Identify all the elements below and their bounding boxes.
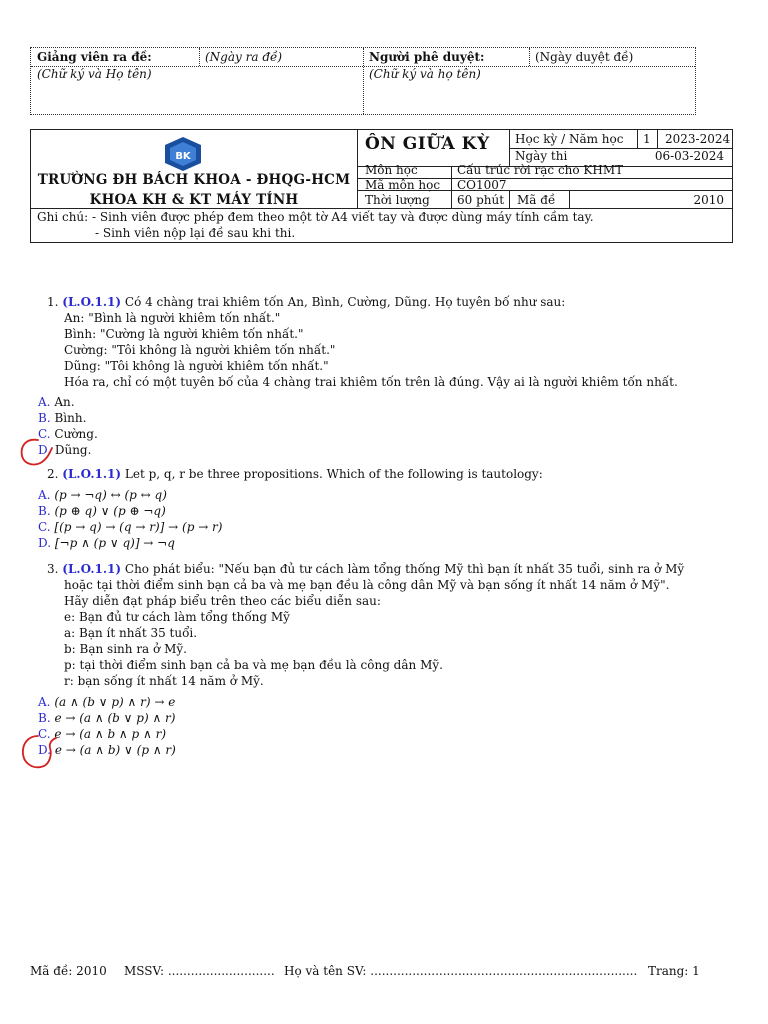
question-line: e: Bạn đủ tư cách làm tổng thống Mỹ — [64, 610, 290, 624]
school-name: TRƯỜNG ĐH BÁCH KHOA - ĐHQG-HCM — [37, 172, 351, 188]
question-line: a: Bạn ít nhất 35 tuổi. — [64, 626, 198, 640]
option-label: D. — [38, 443, 52, 457]
option-label: A. — [38, 488, 51, 502]
option-label: B. — [38, 411, 51, 425]
duration-label: Thời lượng — [365, 193, 430, 207]
question-number: 3. — [47, 562, 59, 576]
code-label: Mã môn học — [365, 178, 441, 192]
university-logo — [161, 136, 205, 172]
question-1 — [47, 294, 565, 310]
option-text: [(p → q) → (q → r)] → (p → r) — [54, 520, 223, 534]
option-label: C. — [38, 727, 51, 741]
exam-code-value: 2010 — [693, 193, 724, 207]
option-text: e → (a ∧ b) ∨ (p ∧ r) — [54, 743, 176, 757]
lecturer-date: (Ngày ra đề) — [205, 50, 283, 64]
date-label: Ngày thi — [515, 149, 568, 163]
answer-mark-icon — [16, 436, 56, 470]
option-label: C. — [38, 427, 51, 441]
exam-header — [30, 129, 733, 243]
question-number: 1. — [47, 295, 59, 309]
faculty-name: KHOA KH & KT MÁY TÍNH — [89, 192, 299, 208]
approver-label: Người phê duyệt: — [369, 50, 485, 64]
signature-box — [30, 47, 696, 115]
option-b[interactable] — [38, 503, 166, 519]
question-line: r: bạn sống ít nhất 14 năm ở Mỹ. — [64, 674, 264, 688]
option-text: Cường. — [54, 427, 98, 441]
question-text: Có 4 chàng trai khiêm tốn An, Bình, Cường, Dũng. Họ tuyên bố như sau: — [124, 295, 566, 309]
option-text: (a ∧ (b ∨ p) ∧ r) → e — [54, 695, 176, 709]
question-line: b: Bạn sinh ra ở Mỹ. — [64, 642, 187, 656]
exam-code-label: Mã đề — [517, 193, 556, 207]
option-text: Bình. — [54, 411, 87, 425]
footer-exam-code: Mã đề: 2010 — [30, 964, 107, 978]
question-text: Cho phát biểu: "Nếu bạn đủ tư cách làm tổng thống Mỹ thì bạn ít nhất 35 tuổi, sinh ra ở Mỹ — [124, 562, 685, 576]
question-line: Bình: "Cường là người khiêm tốn nhất." — [64, 327, 304, 341]
term-value: 1 — [643, 132, 651, 146]
question-line: p: tại thời điểm sinh bạn cả ba và mẹ bạn đều là công dân Mỹ. — [64, 658, 443, 672]
question-line: Dũng: "Tôi không là người khiêm tốn nhất." — [64, 359, 329, 373]
question-3 — [47, 561, 684, 577]
footer-student-name: Họ và tên SV: ...................................................................... — [284, 964, 638, 978]
option-text: (p → ¬q) ↔ (p ↔ q) — [54, 488, 167, 502]
approver-sign: (Chữ ký và họ tên) — [369, 67, 481, 81]
option-c[interactable] — [38, 519, 222, 535]
course-value: Cấu trúc rời rạc cho KHMT — [457, 163, 624, 177]
option-label: C. — [38, 520, 51, 534]
option-text: Dũng. — [54, 443, 92, 457]
course-label: Môn học — [365, 163, 418, 177]
question-line: An: "Bình là người khiêm tốn nhất." — [64, 311, 281, 325]
option-text: An. — [54, 395, 75, 409]
note-line: - Sinh viên nộp lại đề sau khi thi. — [95, 226, 296, 240]
logo-text: BK — [175, 151, 191, 162]
note-line: Ghi chú: - Sinh viên được phép đem theo một tờ A4 viết tay và được dùng máy tính cầm tay. — [37, 210, 594, 224]
exam-notes — [37, 209, 594, 241]
option-label: B. — [38, 504, 51, 518]
term-label: Học kỳ / Năm học — [515, 132, 624, 146]
learning-outcome: (L.O.1.1) — [62, 562, 122, 576]
code-value: CO1007 — [457, 178, 507, 192]
option-label: D. — [38, 536, 52, 550]
option-b[interactable] — [38, 710, 175, 726]
duration-value: 60 phút — [457, 193, 505, 207]
question-line: Hãy diễn đạt pháp biểu trên theo các biểu diễn sau: — [64, 594, 381, 608]
lecturer-sign: (Chữ ký và Họ tên) — [37, 67, 152, 81]
option-label: A. — [38, 395, 51, 409]
option-label: D. — [38, 743, 52, 757]
learning-outcome: (L.O.1.1) — [62, 467, 122, 481]
question-line: hoặc tại thời điểm sinh bạn cả ba và mẹ bạn đều là công dân Mỹ và bạn sống ít nhất 14 năm ở Mỹ". — [64, 578, 670, 592]
footer-page-number: Trang: 1 — [648, 964, 700, 978]
option-text: [¬p ∧ (p ∨ q)] → ¬q — [54, 536, 175, 550]
exam-title: ÔN GIỮA KỲ — [365, 134, 490, 154]
option-a[interactable] — [38, 394, 75, 410]
year-value: 2023-2024 — [665, 132, 731, 146]
question-line: Hóa ra, chỉ có một tuyên bố của 4 chàng trai khiêm tốn trên là đúng. Vậy ai là người khiêm tốn nhất. — [64, 375, 678, 389]
option-d[interactable] — [38, 535, 175, 551]
option-text: (p ⊕ q) ∨ (p ⊕ ¬q) — [54, 504, 166, 518]
date-value: 06-03-2024 — [654, 149, 724, 163]
lecturer-label: Giảng viên ra đề: — [37, 50, 152, 64]
option-text: e → (a ∧ (b ∨ p) ∧ r) — [54, 711, 176, 725]
question-2 — [47, 466, 543, 482]
approver-date: (Ngày duyệt đề) — [535, 50, 634, 64]
option-label: A. — [38, 695, 51, 709]
answer-mark-icon — [18, 732, 60, 774]
learning-outcome: (L.O.1.1) — [62, 295, 122, 309]
option-a[interactable] — [38, 694, 175, 710]
question-line: Cường: "Tôi không là người khiêm tốn nhất." — [64, 343, 336, 357]
option-text: e → (a ∧ b ∧ p ∧ r) — [54, 727, 167, 741]
question-text: Let p, q, r be three propositions. Which of the following is tautology: — [124, 467, 543, 481]
footer-student-id: MSSV: ............................ — [124, 964, 275, 978]
question-number: 2. — [47, 467, 59, 481]
option-a[interactable] — [38, 487, 167, 503]
option-label: B. — [38, 711, 51, 725]
option-b[interactable] — [38, 410, 86, 426]
